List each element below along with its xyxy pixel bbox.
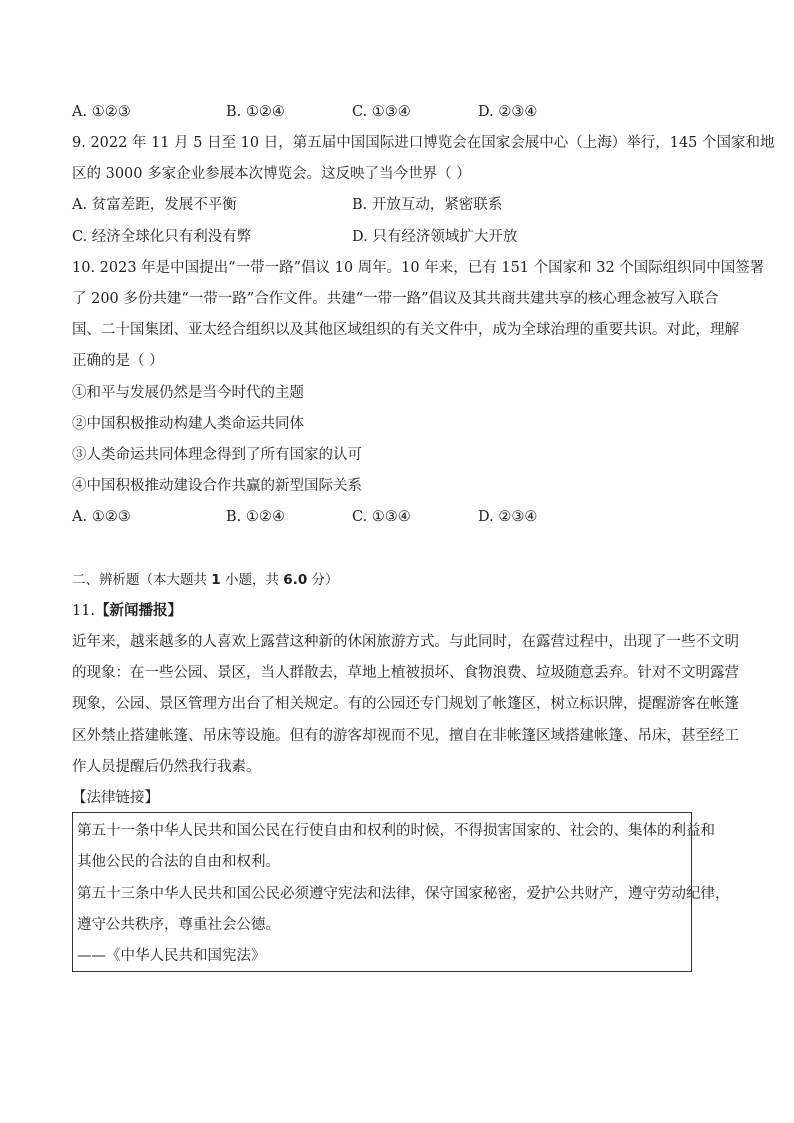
q8-option-d: D. ②③④ (478, 104, 538, 120)
q10-option-c: C. ①③④ (352, 509, 411, 525)
q10-stem-line-1: 10. 2023 年是中国提出“一带一路”倡议 10 周年。10 年来，已有 151 个国家和 32 个国际组织同中国签署 (72, 260, 765, 276)
q10-statement-3: ③人类命运共同体理念得到了所有国家的认可 (72, 447, 362, 463)
q10-statement-2: ②中国积极推动构建人类命运共同体 (72, 416, 304, 432)
law-line-4: 遵守公共秩序，尊重社会公德。 (77, 917, 280, 933)
section-2-title-suffix: 分） (307, 572, 339, 588)
q10-option-d: D. ②③④ (478, 509, 538, 525)
law-line-2: 其他公民的合法的自由和权利。 (77, 854, 280, 870)
q11-heading (72, 601, 182, 621)
q8-option-b: B. ①②④ (226, 104, 285, 120)
q9-option-a: A. 贫富差距，发展不平衡 (72, 197, 237, 213)
q10-statement-4: ④中国积极推动建设合作共赢的新型国际关系 (72, 478, 362, 494)
q11-law-tag: 【法律链接】 (72, 790, 159, 806)
q11-news-line-1: 近年来，越来越多的人喜欢上露营这种新的休闲旅游方式。与此同时，在露营过程中，出现了一些不文明 (72, 634, 739, 650)
q10-stem-line-2: 了 200 多份共建“一带一路”合作文件。共建“一带一路”倡议及其共商共建共享的核心理念被写入联合 (72, 291, 719, 307)
q10-stem-line-3: 国、二十国集团、亚太经合组织以及其他区域组织的有关文件中，成为全球治理的重要共识。对此，理解 (72, 322, 739, 338)
section-2-heading (72, 570, 339, 590)
q10-option-b: B. ①②④ (226, 509, 285, 525)
section-2-title-middle: 小题，共 (220, 572, 284, 588)
q10-statement-1: ①和平与发展仍然是当今时代的主题 (72, 385, 304, 401)
q9-option-b: B. 开放互动，紧密联系 (352, 197, 503, 213)
q8-option-c: C. ①③④ (352, 104, 411, 120)
q10-options (72, 507, 722, 527)
q11-news-line-5: 作人员提醒后仍然我行我素。 (72, 759, 261, 775)
law-source: ——《中华人民共和国宪法》 (77, 948, 266, 964)
q9-options-row-1 (72, 195, 722, 215)
q9-stem-line-1: 9. 2022 年 11 月 5 日至 10 日，第五届中国国际进口博览会在国家会展中心（上海）举行，145 个国家和地 (72, 135, 775, 151)
law-line-1: 第五十一条中华人民共和国公民在行使自由和权利的时候，不得损害国家的、社会的、集体的利益和 (77, 823, 715, 839)
q8-option-a: A. ①②③ (72, 104, 131, 120)
q9-options-row-2 (72, 227, 722, 247)
section-2-title-prefix: 二、辨析题（本大题共 (72, 572, 212, 588)
section-2-score: 6.0 (283, 572, 308, 588)
q8-options (72, 102, 722, 122)
q11-news-line-2: 的现象：在一些公园、景区，当人群散去，草地上植被损坏、食物浪费、垃圾随意丢弃。针对不文明露营 (72, 665, 739, 681)
q11-news-line-3: 现象，公园、景区管理方出台了相关规定。有的公园还专门规划了帐篷区，树立标识牌，提醒游客在帐篷 (72, 696, 739, 712)
q9-stem-line-2: 区的 3000 多家企业参展本次博览会。这反映了当今世界（ ） (72, 166, 471, 182)
q9-option-c: C. 经济全球化只有利没有弊 (72, 229, 252, 245)
section-2-question-count: 1 (211, 572, 221, 588)
law-line-3: 第五十三条中华人民共和国公民必须遵守宪法和法律，保守国家秘密，爱护公共财产，遵守劳动纪律， (77, 886, 730, 902)
q11-news-line-4: 区外禁止搭建帐篷、吊床等设施。但有的游客却视而不见，擅自在非帐篷区域搭建帐篷、吊床，甚至经工 (72, 728, 739, 744)
law-excerpt-box (72, 812, 730, 972)
q10-stem-line-4: 正确的是（ ） (72, 353, 164, 369)
q9-option-d: D. 只有经济领域扩大开放 (352, 229, 518, 245)
q11-news-tag: 【新闻播报】 (95, 602, 183, 619)
q11-number: 11. (72, 603, 96, 619)
q10-option-a: A. ①②③ (72, 509, 131, 525)
